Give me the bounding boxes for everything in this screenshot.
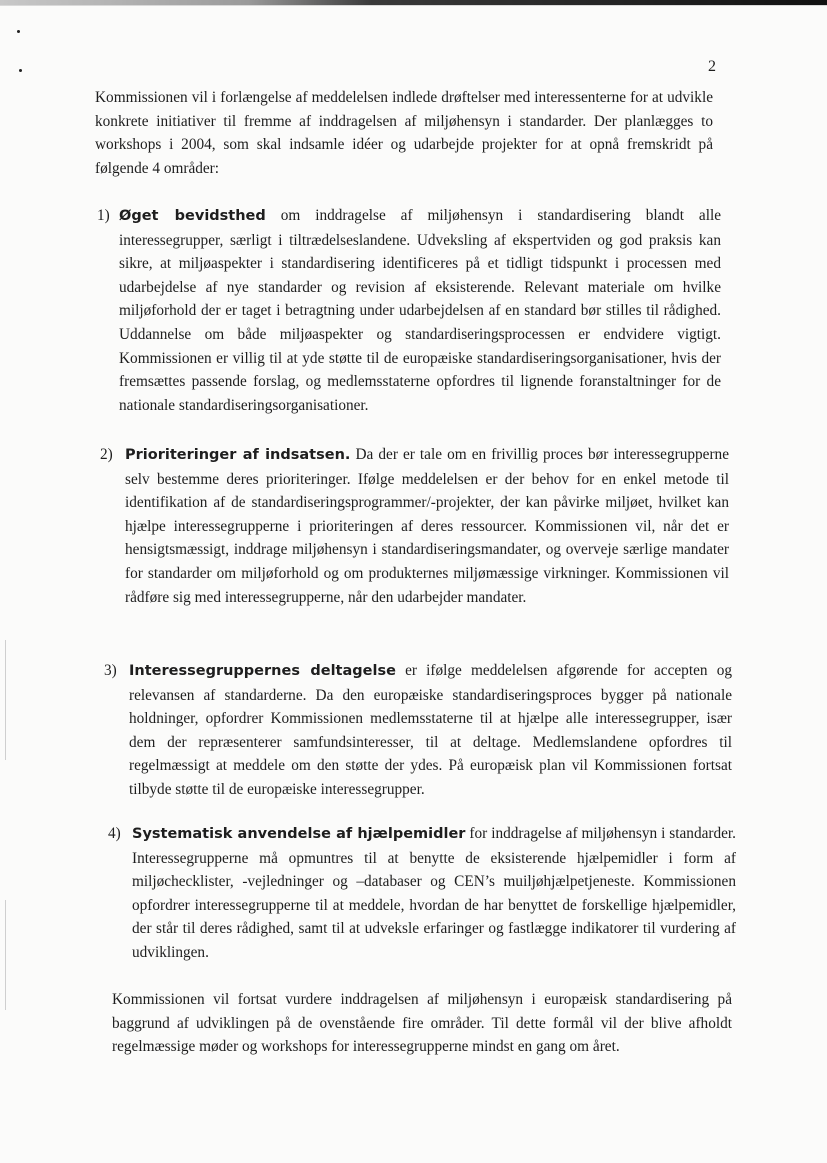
page-number: 2 [708, 58, 716, 75]
item-text: for inddragelse af miljøhensyn i standarder. Interessegrupperne må opmuntres til at benytte de eksisterende hjælpemidler i form af miljøchecklister, -vejledninger og –databaser og CEN’s muiljøhjælpetjeneste. Kommissionen opfordrer interessegrupperne til at meddele, hvordan de har benyttet de forskellige hjælpemidler, der står til deres rådighed, samt til at udveksle erfaringer og fastlægge indikatorer til vurdering af udviklingen. [132, 825, 736, 961]
item-heading: Prioriteringer af indsatsen. [125, 447, 351, 463]
item-text: er ifølge meddelelsen afgørende for accepten og relevansen af standarderne. Da den europæiske standardiseringsproces bygger på nationale holdninger, opfordrer Kommissionen medlemsstaterne til at hjælpe alle interessegrupper, især dem der repræsenterer samfundsinteresser, til at deltage. Medlemslandene opfordres til regelmæssigt at meddele om den støtte der ydes. På europæisk plan vil Kommissionen fortsat tilbyde støtte til de europæiske interessegrupper. [129, 662, 732, 798]
item-heading: Øget bevidsthed [119, 208, 266, 224]
closing-paragraph: Kommissionen vil fortsat vurdere inddragelsen af miljøhensyn i europæisk standardisering på baggrund af udviklingen på de ovenstående fire områder. Til dette formål vil der blive afholdt regelmæssige møder og workshops for interessegrupperne mindst en gang om året. [112, 991, 732, 1056]
scan-margin-mark [19, 69, 22, 72]
intro-paragraph: Kommissionen vil i forlængelse af meddelelsen indlede drøftelser med interessenterne for at udvikle konkrete initiativer til fremme af inddragelsen af miljøhensyn i standarder. Der planlægges to workshops i 2004, som skal indsamle idéer og udarbejde projekter for at opnå fremskridt på følgende 4 områder: [95, 89, 713, 177]
list-marker: 1) [97, 207, 110, 224]
item-heading: Systematisk anvendelse af hjælpemidler [132, 826, 466, 842]
list-marker: 2) [100, 446, 113, 463]
list-marker: 4) [108, 825, 121, 842]
item-text: Da der er tale om en frivillig proces bør interessegrupperne selv bestemme deres prioriteringer. Ifølge meddelelsen er der behov for en enkel metode til identifikation af de standardiseringsprogrammer/-projekter, der kan påvirke miljøet, hvilket kan hjælpe interessegrupperne i prioriteringen af deres ressourcer. Kommissionen vil, når det er hensigtsmæssigt, inddrage miljøhensyn i standardiseringsmandater, og overveje særlige mandater for standarder om miljøforhold og om produkternes miljømæssige virkninger. Kommissionen vil rådføre sig med interessegrupperne, når den udarbejder mandater. [125, 446, 729, 606]
scan-left-edge [5, 640, 6, 760]
scan-top-line [0, 5, 827, 6]
list-marker: 3) [104, 662, 117, 679]
scan-left-edge [5, 900, 6, 1010]
list-item-body [129, 659, 732, 802]
list-item-body [119, 204, 721, 417]
item-heading: Interessegruppernes deltagelse [129, 663, 396, 679]
list-item-body [125, 443, 729, 609]
scan-margin-mark [17, 30, 20, 33]
item-text: om inddragelse af miljøhensyn i standardisering blandt alle interessegrupper, særligt i tiltrædelseslandene. Udveksling af ekspertviden og god praksis kan sikre, at miljøaspekter i standardisering identificeres på et tidligt tidspunkt i processen med udarbejdelse af nye standarder og revision af eksisterende. Relevant materiale om hvilke miljøforhold der er taget i betragtning under udarbejdelsen af en standard bør stilles til rådighed. Uddannelse om både miljøaspekter og standardiseringsprocessen er endvidere vigtigt. Kommissionen er villig til at yde støtte til de europæiske standardiseringsorganisationer, hvis der fremsættes passende forslag, og medlemsstaterne opfordres til lignende foranstaltninger for de nationale standardiseringsorganisationer. [119, 207, 721, 414]
list-item-body [132, 822, 736, 965]
